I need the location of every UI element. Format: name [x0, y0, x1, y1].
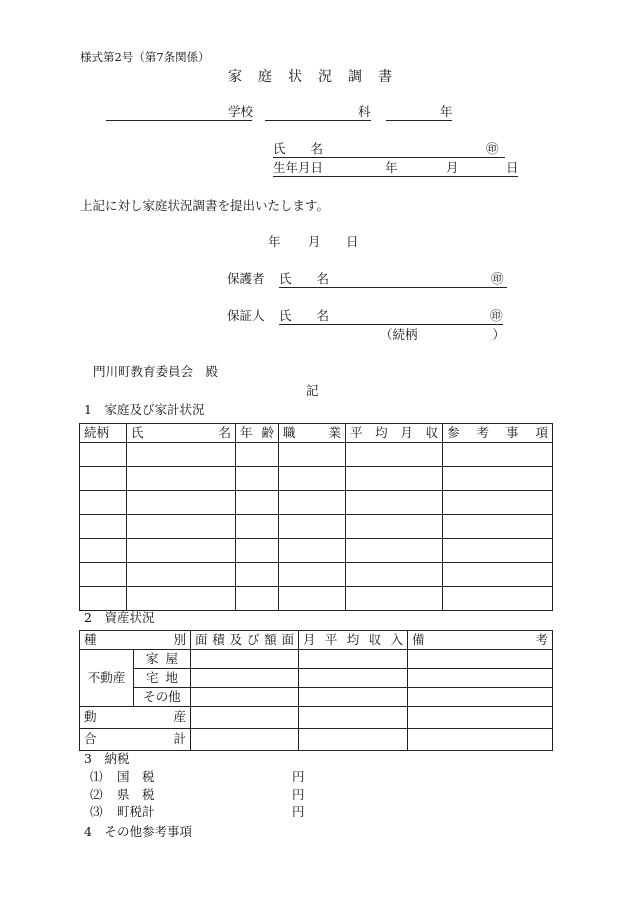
year-label: 年 — [440, 104, 453, 119]
student-name-label: 氏 名 — [273, 141, 324, 156]
table-row — [80, 587, 553, 611]
assets-header-row — [80, 631, 553, 650]
col-monthly-income: 平 均 月 収 — [346, 424, 443, 443]
table-row — [80, 688, 553, 707]
section4-heading: 4 その他参考事項 — [84, 824, 192, 839]
town-tax-unit: 円 — [292, 804, 305, 819]
table-row — [80, 563, 553, 587]
school-label: 学校 — [228, 104, 254, 119]
land-label: 宅 地 — [134, 669, 191, 688]
birthdate-line[interactable] — [273, 176, 518, 177]
national-tax-label: 国 税 — [117, 769, 155, 784]
total-label: 合 計 — [80, 729, 191, 751]
guardian-name-line[interactable] — [279, 287, 507, 288]
date-day: 日 — [346, 234, 359, 249]
tax-num-2: ⑵ — [90, 787, 103, 802]
table-row — [80, 491, 553, 515]
movable-label: 動 産 — [80, 707, 191, 729]
house-label: 家 屋 — [134, 650, 191, 669]
form-number: 様式第2号（第7条関係） — [80, 50, 210, 64]
table-row — [80, 539, 553, 563]
guarantor-label: 保証人 — [227, 308, 265, 323]
section2-heading: 2 資産状況 — [84, 610, 155, 625]
prefectural-tax-label: 県 税 — [117, 787, 155, 802]
table-row — [80, 669, 553, 688]
other-label: その他 — [134, 688, 191, 707]
guardian-label: 保護者 — [227, 271, 265, 286]
statement-text: 上記に対し家庭状況調書を提出いたします。 — [80, 198, 330, 213]
col-area-amount: 面 積 及 び 額 面 — [191, 631, 299, 650]
col-job: 職 業 — [279, 424, 346, 443]
col-remarks: 参 考 事 項 — [443, 424, 553, 443]
household-header-row — [80, 424, 553, 443]
table-row — [80, 467, 553, 491]
table-row — [80, 443, 553, 467]
section3-heading: 3 納税 — [84, 751, 130, 766]
guarantor-seal-icon: ㊞ — [490, 308, 503, 323]
col-type: 種 別 — [80, 631, 191, 650]
ki-label: 記 — [306, 383, 319, 398]
guarantor-name-line[interactable] — [279, 324, 503, 325]
guarantor-relation: （続柄 ） — [380, 327, 506, 342]
birth-month-label: 月 — [446, 160, 459, 175]
section1-heading: 1 家庭及び家計状況 — [84, 402, 205, 417]
document-title: 家 庭 状 況 調 書 — [228, 69, 393, 85]
year-line[interactable] — [386, 120, 452, 121]
col-relation: 続柄 — [80, 424, 127, 443]
col-avg-income: 月 平 均 収 入 — [299, 631, 408, 650]
department-label: 科 — [358, 104, 371, 119]
national-tax-unit: 円 — [292, 769, 305, 784]
table-row — [80, 729, 553, 751]
birth-year-label: 年 — [385, 160, 398, 175]
col-name: 氏 名 — [127, 424, 236, 443]
guardian-name-label: 氏 名 — [279, 271, 330, 286]
town-tax-label: 町税計 — [117, 804, 155, 819]
household-table — [79, 423, 553, 611]
prefectural-tax-unit: 円 — [292, 787, 305, 802]
guardian-seal-icon: ㊞ — [491, 271, 504, 286]
col-age: 年 齢 — [236, 424, 279, 443]
addressee: 門川町教育委員会 殿 — [93, 364, 219, 379]
date-month: 月 — [308, 234, 321, 249]
table-row — [80, 650, 553, 669]
date-year: 年 — [268, 234, 281, 249]
col-remarks: 備 考 — [408, 631, 553, 650]
department-line[interactable] — [265, 120, 371, 121]
tax-num-1: ⑴ — [90, 769, 103, 784]
seal-icon: ㊞ — [486, 141, 499, 156]
real-estate-label: 不動産 — [80, 650, 134, 707]
guarantor-name-label: 氏 名 — [279, 308, 330, 323]
school-name-line[interactable] — [106, 120, 252, 121]
student-name-line[interactable] — [273, 157, 505, 158]
table-row — [80, 707, 553, 729]
birthdate-label: 生年月日 — [273, 160, 324, 175]
table-row — [80, 515, 553, 539]
assets-table — [79, 630, 553, 751]
birth-day-label: 日 — [506, 160, 519, 175]
tax-num-3: ⑶ — [90, 804, 103, 819]
